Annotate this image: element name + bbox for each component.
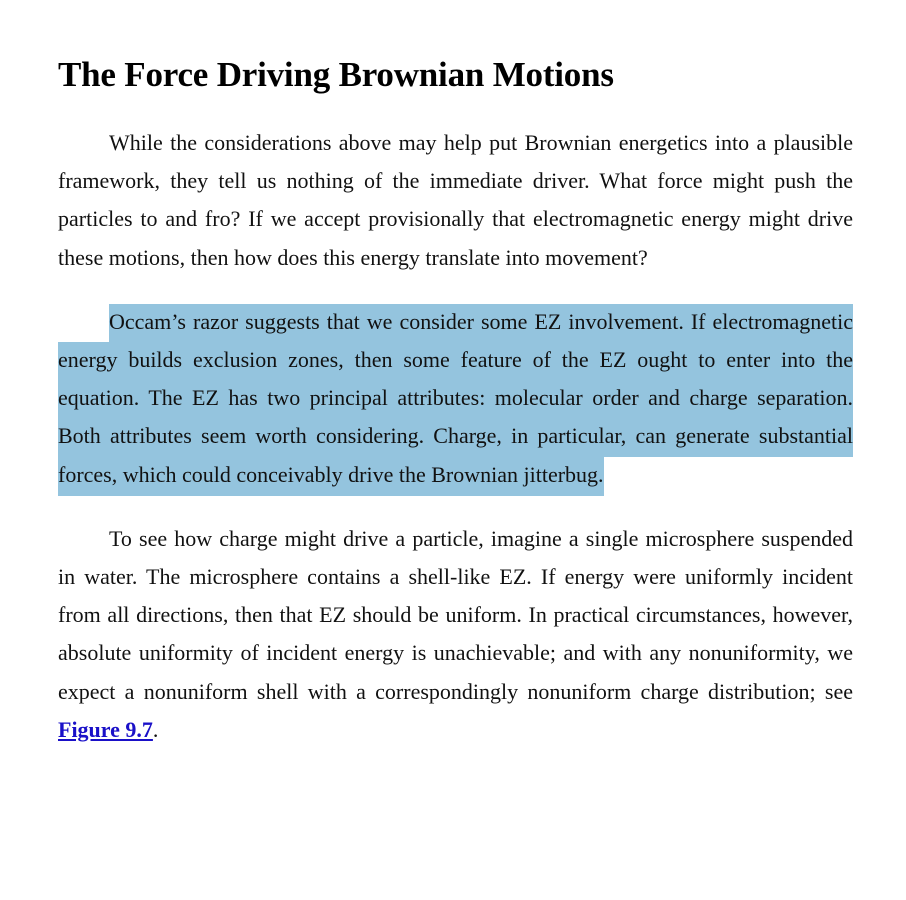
paragraph-3 [58, 520, 853, 749]
figure-9-7-link[interactable]: Figure 9.7 [58, 716, 153, 742]
text-selection-highlight[interactable]: Occam’s razor suggests that we consider some EZ involvement. If electromagnetic energy builds exclusion zones, then some feature of the EZ ought to enter into the equation. The EZ has two principal attributes: molecular order and charge separation. Both attributes seem worth considering. Charge, in particular, can generate substantial forces, which could conceivably drive the Brownian jitterbug. [58, 304, 853, 496]
paragraph-2 [58, 303, 853, 494]
paragraph-3-end: . [152, 716, 159, 742]
document-page [58, 52, 853, 749]
paragraph-1: While the considerations above may help put Brownian energetics into a plausible framework, they tell us nothing of the immediate driver. What force might push the particles to and fro? If we accept provisionally that electromagnetic energy might drive these motions, then how does this energy translate into movement? [58, 130, 853, 270]
paragraph-3-text: To see how charge might drive a particle, imagine a single microsphere suspended in water. The microsphere contains a shell-like EZ. If energy were uniformly incident from all directions, then that EZ should be uniform. In practical circumstances, however, absolute uniformity of incident energy is unachievable; and with any nonuniformity, we expect a nonuniform shell with a correspondingly nonuniform charge distribution; see [58, 525, 853, 704]
section-heading: The Force Driving Brownian Motions [58, 55, 614, 94]
